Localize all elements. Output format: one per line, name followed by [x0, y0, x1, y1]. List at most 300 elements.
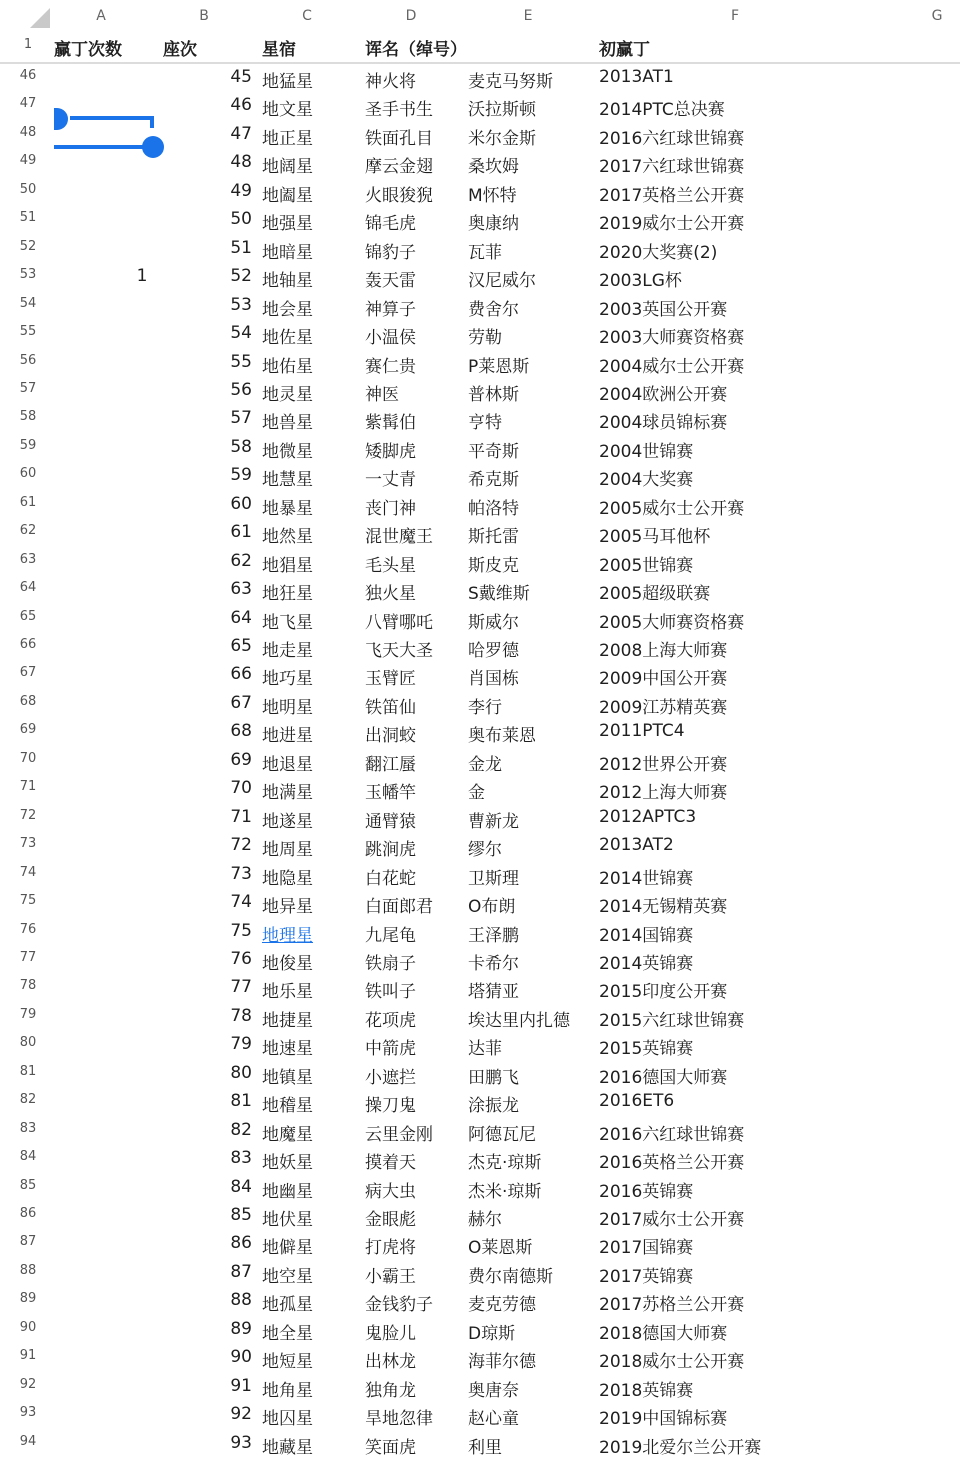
cell-player-name[interactable]: 斯托雷: [468, 527, 519, 548]
cell-player-name[interactable]: 奥康纳: [468, 214, 519, 235]
cell-first-win[interactable]: 2014无锡精英赛: [599, 897, 728, 918]
header-cell-rank[interactable]: 座次: [163, 40, 197, 60]
row-number[interactable]: 77: [19, 949, 37, 965]
row-number[interactable]: 49: [19, 153, 37, 169]
cell-nickname[interactable]: 小遮拦: [365, 1067, 416, 1088]
row-number[interactable]: 73: [19, 836, 37, 852]
cell-star[interactable]: 地妖星: [262, 1153, 313, 1174]
cell-player-name[interactable]: O布朗: [468, 897, 516, 918]
cell-nickname[interactable]: 金眼彪: [365, 1210, 416, 1230]
cell-nickname[interactable]: 火眼狻猊: [365, 185, 433, 206]
cell-player-name[interactable]: 李行: [468, 697, 502, 718]
cell-player-name[interactable]: 劳勒: [468, 328, 502, 349]
cell-first-win[interactable]: 2004大奖赛: [599, 470, 694, 491]
cell-nickname[interactable]: 笑面虎: [365, 1437, 416, 1458]
row-number[interactable]: 61: [19, 494, 37, 510]
cell-first-win[interactable]: 2015印度公开赛: [599, 982, 728, 1003]
cell-first-win[interactable]: 2004威尔士公开赛: [599, 356, 745, 377]
cell-index[interactable]: 65: [230, 636, 252, 656]
cell-nickname[interactable]: 小温侯: [365, 328, 416, 349]
cell-player-name[interactable]: O莱恩斯: [468, 1238, 533, 1259]
cell-player-name[interactable]: 哈罗德: [468, 641, 519, 661]
cell-first-win[interactable]: 2016六红球世锦赛: [599, 1124, 745, 1145]
row-number[interactable]: 48: [19, 124, 37, 140]
cell-index[interactable]: 78: [230, 1005, 252, 1026]
cell-first-win[interactable]: 2017威尔士公开赛: [599, 1210, 745, 1230]
cell-star[interactable]: 地角星: [262, 1380, 313, 1401]
cell-nickname[interactable]: 锦毛虎: [365, 214, 416, 235]
cell-nickname[interactable]: 操刀鬼: [365, 1096, 416, 1117]
cell-star[interactable]: 地稽星: [262, 1096, 313, 1117]
cell-star[interactable]: 地会星: [262, 299, 313, 320]
cell-index[interactable]: 48: [230, 152, 252, 173]
cell-star[interactable]: 地满星: [262, 783, 313, 804]
header-cell-first-win[interactable]: 初赢丁: [599, 40, 650, 60]
cell-first-win[interactable]: 2016ET6: [599, 1091, 675, 1112]
cell-first-win[interactable]: 2017国锦赛: [599, 1238, 694, 1259]
row-number[interactable]: 87: [19, 1234, 37, 1250]
cell-star[interactable]: 地兽星: [262, 413, 313, 434]
cell-star[interactable]: 地猛星: [262, 72, 313, 92]
cell-first-win[interactable]: 2019北爱尔兰公开赛: [599, 1437, 762, 1458]
cell-index[interactable]: 46: [230, 95, 252, 116]
cell-star[interactable]: 地退星: [262, 754, 313, 775]
cell-nickname[interactable]: 小霸王: [365, 1266, 416, 1287]
header-cell-nickname[interactable]: 诨名（绰号）: [365, 40, 467, 60]
cell-nickname[interactable]: 玉臂匠: [365, 669, 416, 690]
row-number[interactable]: 90: [19, 1319, 37, 1335]
cell-index[interactable]: 74: [230, 892, 252, 913]
cell-nickname[interactable]: 轰天雷: [365, 271, 416, 292]
cell-player-name[interactable]: 费舍尔: [468, 299, 519, 320]
cell-player-name[interactable]: 曹新龙: [468, 811, 519, 832]
cell-player-name[interactable]: 埃达里内扎德: [468, 1010, 570, 1031]
cell-index[interactable]: 53: [230, 294, 252, 315]
column-header-e[interactable]: E: [523, 8, 533, 24]
row-number[interactable]: 74: [19, 864, 37, 880]
cell-player-name[interactable]: P莱恩斯: [468, 356, 530, 377]
cell-star[interactable]: 地进星: [262, 726, 313, 747]
cell-index[interactable]: 82: [230, 1119, 252, 1140]
cell-star[interactable]: 地飞星: [262, 612, 313, 633]
row-number[interactable]: 56: [19, 352, 37, 368]
row-number[interactable]: 64: [19, 580, 37, 596]
cell-first-win[interactable]: 2003大师赛资格赛: [599, 328, 745, 349]
row-number[interactable]: 69: [19, 722, 37, 738]
cell-nickname[interactable]: 摩云金翅: [365, 157, 433, 178]
cell-player-name[interactable]: 卡希尔: [468, 953, 519, 974]
cell-nickname[interactable]: 出洞蛟: [365, 726, 416, 747]
cell-player-name[interactable]: 帕洛特: [468, 498, 519, 519]
cell-first-win[interactable]: 2009中国公开赛: [599, 669, 728, 690]
cell-first-win[interactable]: 2018威尔士公开赛: [599, 1352, 745, 1373]
row-number[interactable]: 58: [19, 409, 37, 425]
row-number[interactable]: 93: [19, 1405, 37, 1421]
cell-first-win[interactable]: 2015六红球世锦赛: [599, 1010, 745, 1031]
cell-nickname[interactable]: 跳涧虎: [365, 840, 416, 861]
row-number[interactable]: 71: [19, 779, 37, 795]
cell-index[interactable]: 58: [230, 436, 252, 457]
cell-index[interactable]: 67: [230, 692, 252, 713]
cell-player-name[interactable]: 金: [468, 783, 485, 804]
cell-player-name[interactable]: 奥唐奈: [468, 1380, 519, 1401]
cell-player-name[interactable]: 利里: [468, 1437, 502, 1458]
column-header-f[interactable]: F: [730, 8, 740, 24]
cell-first-win[interactable]: 2015英锦赛: [599, 1039, 694, 1060]
cell-first-win[interactable]: 2014英锦赛: [599, 953, 694, 974]
row-number[interactable]: 53: [19, 267, 37, 283]
cell-index[interactable]: 83: [230, 1148, 252, 1169]
cell-player-name[interactable]: 缪尔: [468, 840, 502, 861]
row-number[interactable]: 67: [19, 665, 37, 681]
cell-star[interactable]: 地幽星: [262, 1181, 313, 1202]
cell-first-win[interactable]: 2005威尔士公开赛: [599, 498, 745, 519]
cell-first-win[interactable]: 2016六红球世锦赛: [599, 128, 745, 149]
row-number[interactable]: 94: [19, 1433, 37, 1449]
cell-nickname[interactable]: 圣手书生: [365, 100, 433, 121]
cell-first-win[interactable]: 2004欧洲公开赛: [599, 384, 728, 405]
row-number[interactable]: 46: [19, 68, 37, 83]
cell-index[interactable]: 87: [230, 1261, 252, 1282]
selection-handle-right[interactable]: [142, 136, 164, 158]
row-number[interactable]: 92: [19, 1376, 37, 1392]
cell-first-win[interactable]: 2005大师赛资格赛: [599, 612, 745, 633]
cell-player-name[interactable]: 普林斯: [468, 384, 519, 405]
cell-player-name[interactable]: 费尔南德斯: [468, 1266, 553, 1287]
cell-player-name[interactable]: 平奇斯: [468, 441, 519, 462]
row-number[interactable]: 82: [19, 1092, 37, 1108]
cell-nickname[interactable]: 病大虫: [365, 1181, 416, 1202]
cell-star[interactable]: 地阖星: [262, 185, 313, 206]
cell-first-win[interactable]: 2008上海大师赛: [599, 641, 728, 661]
cell-rank[interactable]: 1: [136, 266, 148, 287]
cell-player-name[interactable]: 阿德瓦尼: [468, 1124, 536, 1145]
row-number[interactable]: 75: [19, 893, 37, 909]
cell-nickname[interactable]: 铁笛仙: [365, 697, 416, 718]
cell-nickname[interactable]: 通臂猿: [365, 811, 416, 832]
cell-first-win[interactable]: 2004球员锦标赛: [599, 413, 728, 434]
cell-index[interactable]: 60: [230, 493, 252, 514]
cell-index[interactable]: 85: [230, 1205, 252, 1225]
cell-index[interactable]: 79: [230, 1034, 252, 1055]
cell-first-win[interactable]: 2018英锦赛: [599, 1380, 694, 1401]
cell-index[interactable]: 62: [230, 550, 252, 571]
cell-first-win[interactable]: 2019威尔士公开赛: [599, 214, 745, 235]
cell-player-name[interactable]: 达菲: [468, 1039, 502, 1060]
cell-star[interactable]: 地僻星: [262, 1238, 313, 1259]
row-number[interactable]: 86: [19, 1206, 37, 1221]
cell-star[interactable]: 地空星: [262, 1266, 313, 1287]
cell-nickname[interactable]: 八臂哪吒: [365, 612, 433, 633]
cell-first-win[interactable]: 2005马耳他杯: [599, 527, 711, 548]
cell-first-win[interactable]: 2012世界公开赛: [599, 754, 728, 775]
cell-star[interactable]: 地正星: [262, 128, 313, 149]
cell-nickname[interactable]: 九尾龟: [365, 925, 416, 946]
cell-star[interactable]: 地微星: [262, 441, 313, 462]
cell-player-name[interactable]: D琼斯: [468, 1323, 516, 1344]
cell-star[interactable]: 地慧星: [262, 470, 313, 491]
cell-index[interactable]: 71: [230, 806, 252, 827]
cell-index[interactable]: 80: [230, 1062, 252, 1083]
cell-index[interactable]: 93: [230, 1432, 252, 1453]
cell-nickname[interactable]: 一丈青: [365, 470, 416, 491]
cell-nickname[interactable]: 铁叫子: [365, 982, 416, 1003]
row-number[interactable]: 54: [19, 295, 37, 311]
cell-star[interactable]: 地明星: [262, 697, 313, 718]
cell-nickname[interactable]: 玉幡竿: [365, 783, 416, 804]
cell-star[interactable]: 地异星: [262, 897, 313, 918]
cell-star[interactable]: 地暗星: [262, 242, 313, 263]
cell-first-win[interactable]: 2014世锦赛: [599, 868, 694, 889]
cell-index[interactable]: 92: [230, 1404, 252, 1425]
cell-nickname[interactable]: 锦豹子: [365, 242, 416, 263]
row-number[interactable]: 60: [19, 466, 37, 482]
cell-first-win[interactable]: 2005世锦赛: [599, 555, 694, 576]
cell-star[interactable]: 地伏星: [262, 1210, 313, 1230]
cell-player-name[interactable]: M怀特: [468, 185, 517, 206]
cell-index[interactable]: 55: [230, 351, 252, 372]
cell-nickname[interactable]: 神火将: [365, 72, 416, 92]
cell-nickname[interactable]: 翻江蜃: [365, 754, 416, 775]
row-number[interactable]: 72: [19, 807, 37, 823]
cell-first-win[interactable]: 2016英锦赛: [599, 1181, 694, 1202]
cell-player-name[interactable]: 杰米·琼斯: [468, 1181, 542, 1202]
cell-index[interactable]: 66: [230, 664, 252, 685]
cell-first-win[interactable]: 2017苏格兰公开赛: [599, 1295, 745, 1316]
cell-index[interactable]: 76: [230, 948, 252, 969]
cell-index[interactable]: 73: [230, 863, 252, 884]
row-number[interactable]: 84: [19, 1149, 37, 1165]
cell-index[interactable]: 69: [230, 749, 252, 770]
cell-index[interactable]: 86: [230, 1233, 252, 1254]
column-header-d[interactable]: D: [405, 8, 417, 24]
row-number[interactable]: 55: [19, 324, 37, 340]
cell-nickname[interactable]: 赛仁贵: [365, 356, 416, 377]
cell-star[interactable]: 地佐星: [262, 328, 313, 349]
row-number[interactable]: 89: [19, 1291, 37, 1307]
cell-player-name[interactable]: 奥布莱恩: [468, 726, 536, 747]
cell-nickname[interactable]: 花项虎: [365, 1010, 416, 1031]
cell-index[interactable]: 49: [230, 180, 252, 201]
cell-first-win[interactable]: 2013AT1: [599, 67, 674, 87]
cell-nickname[interactable]: 独火星: [365, 584, 416, 605]
row-number[interactable]: 52: [19, 238, 37, 254]
row-number[interactable]: 83: [19, 1120, 37, 1136]
cell-index[interactable]: 68: [230, 721, 252, 742]
cell-star-link[interactable]: 地理星: [262, 925, 313, 946]
cell-player-name[interactable]: 赵心童: [468, 1409, 519, 1430]
cell-index[interactable]: 52: [230, 266, 252, 287]
cell-first-win[interactable]: 2012上海大师赛: [599, 783, 728, 804]
cell-player-name[interactable]: 杰克·琼斯: [468, 1153, 542, 1174]
cell-nickname[interactable]: 白花蛇: [365, 868, 416, 889]
cell-player-name[interactable]: 斯威尔: [468, 612, 519, 633]
cell-star[interactable]: 地捷星: [262, 1010, 313, 1031]
cell-player-name[interactable]: 海菲尔德: [468, 1352, 536, 1373]
cell-index[interactable]: 61: [230, 522, 252, 543]
cell-player-name[interactable]: 卫斯理: [468, 868, 519, 889]
cell-player-name[interactable]: S戴维斯: [468, 584, 530, 605]
cell-first-win[interactable]: 2016英格兰公开赛: [599, 1153, 745, 1174]
cell-nickname[interactable]: 铁扇子: [365, 953, 416, 974]
column-header-g[interactable]: G: [931, 8, 943, 24]
cell-index[interactable]: 84: [230, 1176, 252, 1197]
cell-nickname[interactable]: 紫髯伯: [365, 413, 416, 434]
cell-index[interactable]: 70: [230, 778, 252, 799]
cell-index[interactable]: 72: [230, 835, 252, 856]
cell-nickname[interactable]: 丧门神: [365, 498, 416, 519]
cell-nickname[interactable]: 摸着天: [365, 1153, 416, 1174]
cell-index[interactable]: 56: [230, 379, 252, 400]
cell-star[interactable]: 地乐星: [262, 982, 313, 1003]
cell-first-win[interactable]: 2016德国大师赛: [599, 1067, 728, 1088]
cell-nickname[interactable]: 混世魔王: [365, 527, 433, 548]
cell-nickname[interactable]: 毛头星: [365, 555, 416, 576]
cell-player-name[interactable]: 肖国栋: [468, 669, 519, 690]
cell-star[interactable]: 地猖星: [262, 555, 313, 576]
cell-star[interactable]: 地孤星: [262, 1295, 313, 1316]
cell-star[interactable]: 地强星: [262, 214, 313, 235]
row-number[interactable]: 81: [19, 1063, 37, 1079]
cell-first-win[interactable]: 2018德国大师赛: [599, 1323, 728, 1344]
cell-first-win[interactable]: 2005超级联赛: [599, 584, 711, 605]
row-number[interactable]: 1: [23, 37, 33, 52]
header-cell-star[interactable]: 星宿: [262, 40, 296, 60]
cell-star[interactable]: 地灵星: [262, 384, 313, 405]
row-number[interactable]: 80: [19, 1035, 37, 1051]
cell-index[interactable]: 90: [230, 1347, 252, 1368]
cell-index[interactable]: 50: [230, 209, 252, 230]
cell-star[interactable]: 地遂星: [262, 811, 313, 832]
row-number[interactable]: 50: [19, 181, 37, 197]
cell-index[interactable]: 51: [230, 237, 252, 258]
column-header-b[interactable]: B: [199, 8, 209, 24]
cell-player-name[interactable]: 涂振龙: [468, 1096, 519, 1117]
cell-nickname[interactable]: 中箭虎: [365, 1039, 416, 1060]
row-number[interactable]: 68: [19, 693, 37, 709]
cell-star[interactable]: 地暴星: [262, 498, 313, 519]
cell-player-name[interactable]: 桑坎姆: [468, 157, 519, 178]
cell-nickname[interactable]: 云里金刚: [365, 1124, 433, 1145]
cell-star[interactable]: 地隐星: [262, 868, 313, 889]
cell-nickname[interactable]: 神医: [365, 384, 399, 405]
cell-star[interactable]: 地速星: [262, 1039, 313, 1060]
cell-star[interactable]: 地文星: [262, 100, 313, 121]
cell-index[interactable]: 89: [230, 1318, 252, 1339]
cell-player-name[interactable]: 斯皮克: [468, 555, 519, 576]
cell-nickname[interactable]: 金钱豹子: [365, 1295, 433, 1316]
cell-nickname[interactable]: 矮脚虎: [365, 441, 416, 462]
cell-star[interactable]: 地周星: [262, 840, 313, 861]
cell-index[interactable]: 59: [230, 465, 252, 486]
row-number[interactable]: 85: [19, 1177, 37, 1193]
cell-first-win[interactable]: 2004世锦赛: [599, 441, 694, 462]
row-number[interactable]: 66: [19, 637, 37, 652]
cell-star[interactable]: 地轴星: [262, 271, 313, 292]
cell-player-name[interactable]: 沃拉斯顿: [468, 100, 536, 121]
cell-index[interactable]: 57: [230, 408, 252, 429]
cell-index[interactable]: 91: [230, 1375, 252, 1396]
cell-first-win[interactable]: 2014PTC总决赛: [599, 100, 725, 121]
cell-star[interactable]: 地走星: [262, 641, 313, 661]
cell-star[interactable]: 地短星: [262, 1352, 313, 1373]
cell-star[interactable]: 地全星: [262, 1323, 313, 1344]
row-number[interactable]: 79: [19, 1006, 37, 1022]
row-number[interactable]: 62: [19, 523, 37, 539]
row-number[interactable]: 65: [19, 608, 37, 624]
cell-nickname[interactable]: 白面郎君: [365, 897, 433, 918]
cell-index[interactable]: 45: [230, 67, 252, 87]
column-header-c[interactable]: C: [302, 8, 312, 24]
cell-player-name[interactable]: 田鹏飞: [468, 1067, 519, 1088]
cell-player-name[interactable]: 赫尔: [468, 1210, 502, 1230]
cell-star[interactable]: 地巧星: [262, 669, 313, 690]
row-number[interactable]: 88: [19, 1262, 37, 1278]
row-number[interactable]: 78: [19, 978, 37, 994]
cell-first-win[interactable]: 2017英格兰公开赛: [599, 185, 745, 206]
cell-first-win[interactable]: 2020大奖赛(2): [599, 242, 718, 263]
cell-star[interactable]: 地佑星: [262, 356, 313, 377]
cell-player-name[interactable]: 金龙: [468, 754, 502, 775]
row-number[interactable]: 57: [19, 380, 37, 396]
cell-index[interactable]: 77: [230, 977, 252, 998]
cell-index[interactable]: 81: [230, 1091, 252, 1112]
cell-first-win[interactable]: 2017六红球世锦赛: [599, 157, 745, 178]
cell-index[interactable]: 63: [230, 579, 252, 600]
header-cell-wins[interactable]: 赢丁次数: [54, 40, 122, 60]
cell-player-name[interactable]: 王泽鹏: [468, 925, 519, 946]
row-number[interactable]: 51: [19, 210, 37, 226]
row-number[interactable]: 59: [19, 437, 37, 453]
cell-index[interactable]: 75: [230, 920, 252, 941]
cell-star[interactable]: 地魔星: [262, 1124, 313, 1145]
cell-star[interactable]: 地阔星: [262, 157, 313, 178]
cell-first-win[interactable]: 2003LG杯: [599, 271, 682, 292]
cell-star[interactable]: 地镇星: [262, 1067, 313, 1088]
cell-first-win[interactable]: 2014国锦赛: [599, 925, 694, 946]
cell-first-win[interactable]: 2012APTC3: [599, 806, 697, 827]
cell-index[interactable]: 47: [230, 123, 252, 144]
cell-nickname[interactable]: 打虎将: [365, 1238, 416, 1259]
select-all-corner[interactable]: [30, 8, 50, 28]
cell-nickname[interactable]: 独角龙: [365, 1380, 416, 1401]
cell-star[interactable]: 地俊星: [262, 953, 313, 974]
cell-first-win[interactable]: 2009江苏精英赛: [599, 697, 728, 718]
cell-player-name[interactable]: 亨特: [468, 413, 502, 434]
row-number[interactable]: 47: [19, 96, 37, 112]
cell-first-win[interactable]: 2013AT2: [599, 835, 674, 856]
cell-first-win[interactable]: 2019中国锦标赛: [599, 1409, 728, 1430]
cell-first-win[interactable]: 2017英锦赛: [599, 1266, 694, 1287]
cell-index[interactable]: 88: [230, 1290, 252, 1311]
cell-player-name[interactable]: 希克斯: [468, 470, 519, 491]
cell-nickname[interactable]: 出林龙: [365, 1352, 416, 1373]
cell-star[interactable]: 地狂星: [262, 584, 313, 605]
cell-first-win[interactable]: 2011PTC4: [599, 721, 685, 742]
row-number[interactable]: 76: [19, 921, 37, 937]
row-number[interactable]: 63: [19, 551, 37, 567]
cell-nickname[interactable]: 神算子: [365, 299, 416, 320]
cell-star[interactable]: 地囚星: [262, 1409, 313, 1430]
cell-nickname[interactable]: 旱地忽律: [365, 1409, 433, 1430]
cell-player-name[interactable]: 塔猜亚: [468, 982, 519, 1003]
cell-player-name[interactable]: 汉尼威尔: [468, 271, 536, 292]
cell-index[interactable]: 54: [230, 323, 252, 344]
cell-player-name[interactable]: 麦克马努斯: [468, 72, 553, 92]
cell-star[interactable]: 地然星: [262, 527, 313, 548]
cell-nickname[interactable]: 鬼脸儿: [365, 1323, 416, 1344]
cell-player-name[interactable]: 瓦菲: [468, 242, 502, 263]
